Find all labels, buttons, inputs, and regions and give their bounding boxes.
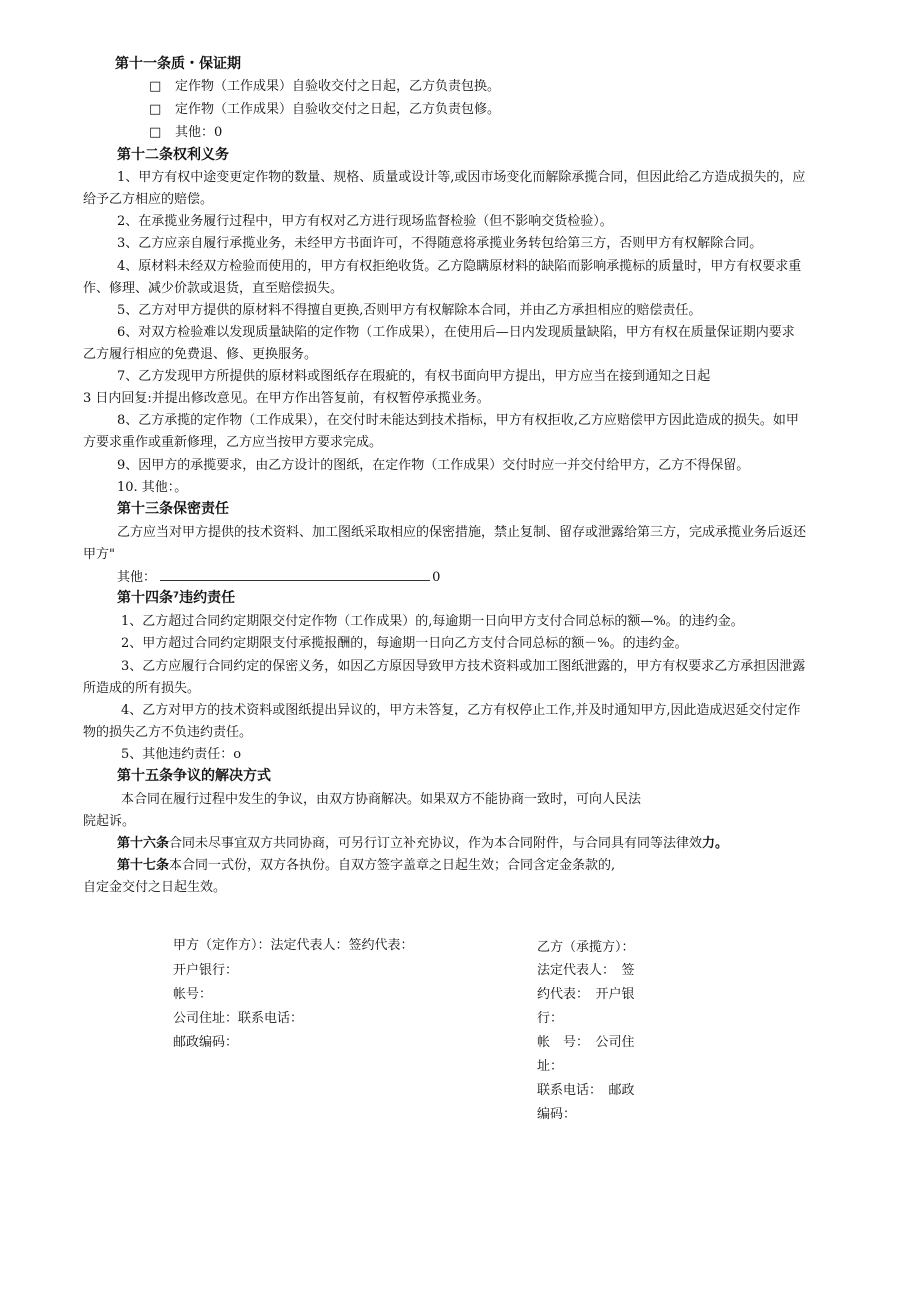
blank-line: [160, 568, 430, 581]
article-14-line: 所造成的所有损失。: [83, 681, 201, 696]
party-b-line: 约代表： 开户银: [537, 987, 635, 1002]
article-12-line: 2、在承揽业务履行过程中，甲方有权对乙方进行现场监督检验（但不影响交货检验）。: [117, 214, 613, 229]
checkbox-icon: □: [149, 79, 162, 94]
article-14-title: 第十四条⁷违约责任: [117, 590, 236, 606]
party-b-line: 联系电话： 邮政: [537, 1083, 635, 1098]
party-b-line: 行：: [537, 1011, 564, 1026]
party-b-line: 法定代表人： 签: [537, 963, 635, 978]
article-15-title: 第十五条争议的解决方式: [117, 768, 271, 784]
party-b-line: 乙方（承揽方）：: [537, 940, 635, 955]
article-12-line: 7、乙方发现甲方所提供的原材料或图纸存在瑕疵的，有权书面向甲方提出，甲方应当在接到通知之日起: [117, 369, 711, 384]
checkbox-icon: □: [149, 102, 162, 117]
article-11-option-3: □ 其他：0: [149, 125, 223, 140]
article-12-line: 作、修理、减少价款或退货，直至赔偿损失。: [83, 281, 344, 296]
article-12-line: 给予乙方相应的赔偿。: [83, 192, 214, 207]
article-15-line: 本合同在履行过程中发生的争议，由双方协商解决。如果双方不能协商一致时，可向人民法: [121, 792, 642, 807]
article-13-line: 乙方应当对甲方提供的技术资料、加工图纸采取相应的保密措施，禁止复制、留存或泄露给第三方，完成承揽业务后返还: [117, 525, 807, 540]
party-a-line: 帐号：: [173, 987, 213, 1002]
article-12-line: 9、因甲方的承揽要求，由乙方设计的图纸，在定作物（工作成果）交付时应一并交付给甲方，乙方不得保留。: [117, 458, 750, 473]
party-a-line: 公司住址：联系电话：: [173, 1011, 304, 1026]
article-11-option-2: □ 定作物（工作成果）自验收交付之日起，乙方负责包修。: [149, 102, 501, 117]
article-12-line: 方要求重作或重新修理，乙方应当按甲方要求完成。: [83, 435, 383, 450]
article-12-line: 10. 其他：。: [117, 480, 188, 495]
article-14-line: 2、甲方超过合同约定期限支付承揽报酬的，每逾期一日向乙方支付合同总标的额－%。的违约金。: [121, 636, 688, 651]
article-13-line: 甲方": [83, 547, 115, 562]
article-12-line: 8、乙方承揽的定作物（工作成果），在交付时未能达到技术指标，甲方有权拒收,乙方应赔偿甲方因此造成的损失。如甲: [117, 413, 799, 428]
article-16: 第十六条合同未尽事宜双方共同协商，可另行订立补充协议，作为本合同附件，与合同具有同等法律效力。: [117, 836, 729, 851]
article-12-line: 3 日内回复:并提出修改意见。在甲方作出答复前，有权暂停承揽业务。: [83, 391, 490, 406]
party-a-line: 甲方（定作方）：法定代表人：签约代表：: [173, 938, 414, 953]
checkbox-icon: □: [149, 125, 162, 140]
article-12-line: 5、乙方对甲方提供的原材料不得擅自更换,否则甲方有权解除本合同，并由乙方承担相应的赔偿责任。: [117, 303, 702, 318]
article-12-line: 4、原材料未经双方检验而使用的，甲方有权拒绝收货。乙方隐瞒原材料的缺陷而影响承揽标的质量时，甲方有权要求重: [117, 259, 802, 274]
article-13-title: 第十三条保密责任: [117, 501, 229, 517]
article-15-line: 院起诉。: [83, 814, 136, 829]
article-14-line: 5、其他违约责任：o: [121, 747, 242, 762]
article-12-line: 1、甲方有权中途变更定作物的数量、规格、质量或设计等,或因市场变化而解除承揽合同，但因此给乙方造成损失的，应: [117, 170, 806, 185]
party-b-line: 帐 号： 公司住: [537, 1035, 635, 1050]
article-11-title: 第十一条质・保证期: [115, 56, 241, 72]
article-14-line: 3、乙方应履行合同约定的保密义务，如因乙方原因导致甲方技术资料或加工图纸泄露的，甲方有权要求乙方承担因泄露: [121, 659, 806, 674]
party-a-line: 邮政编码：: [173, 1035, 239, 1050]
article-14-line: 物的损失乙方不负违约责任。: [83, 725, 253, 740]
article-12-line: 乙方履行相应的免费退、修、更换服务。: [83, 347, 318, 362]
article-11-option-1: □ 定作物（工作成果）自验收交付之日起，乙方负责包换。: [149, 79, 501, 94]
article-14-line: 1、乙方超过合同约定期限交付定作物（工作成果）的,每逾期一日向甲方支付合同总标的额—%。的违约金。: [121, 614, 744, 629]
party-b-line: 址：: [537, 1059, 564, 1074]
article-17-line: 自定金交付之日起生效。: [83, 880, 227, 895]
article-17: 第十七条本合同一式份，双方各执份。自双方签字盖章之日起生效；合同含定金条款的,: [117, 858, 616, 873]
party-b-line: 编码：: [537, 1107, 577, 1122]
article-12-line: 3、乙方应亲自履行承揽业务，未经甲方书面许可，不得随意将承揽业务转包给第三方，否则甲方有权解除合同。: [117, 236, 763, 251]
article-13-other: 其他： 0: [117, 570, 441, 585]
article-12-title: 第十二条权利义务: [117, 147, 229, 163]
party-a-line: 开户银行：: [173, 963, 239, 978]
article-14-line: 4、乙方对甲方的技术资料或图纸提出异议的，甲方未答复，乙方有权停止工作,并及时通知甲方,因此造成迟延交付定作: [121, 703, 801, 718]
article-12-line: 6、对双方检验难以发现质量缺陷的定作物（工作成果），在使用后—日内发现质量缺陷，甲方有权在质量保证期内要求: [117, 325, 795, 340]
